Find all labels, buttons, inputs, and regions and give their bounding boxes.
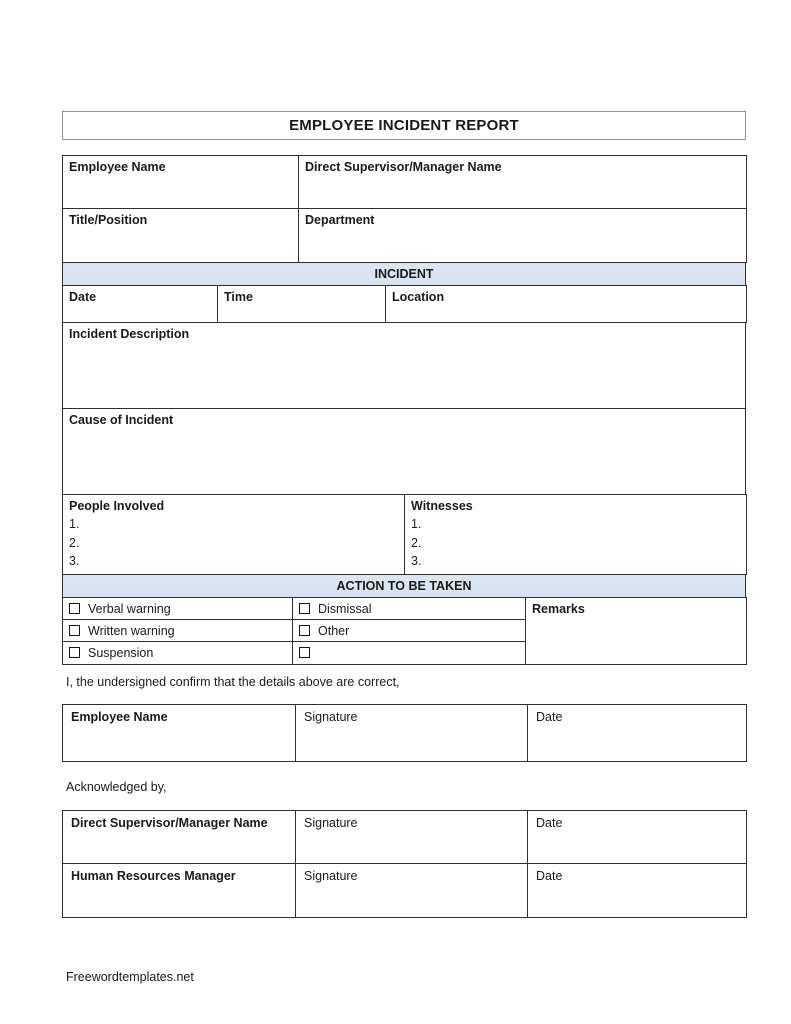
option-label: Other xyxy=(318,623,350,638)
option-other[interactable] xyxy=(293,619,526,641)
incident-section-title: INCIDENT xyxy=(63,263,746,286)
table-row xyxy=(63,705,747,762)
date-label: Date xyxy=(536,816,563,830)
option-label: Verbal warning xyxy=(88,601,171,616)
checkbox-icon[interactable] xyxy=(299,625,310,636)
date-label: Date xyxy=(536,710,563,724)
employee-name-cell[interactable] xyxy=(63,156,299,209)
option-label: Suspension xyxy=(88,645,154,660)
list-item[interactable]: 3. xyxy=(411,554,422,568)
checkbox-icon[interactable] xyxy=(69,647,80,658)
incident-when-where-table xyxy=(62,285,747,323)
checkbox-icon[interactable] xyxy=(69,625,80,636)
acknowledgement-table xyxy=(62,810,747,918)
cause-of-incident-cell[interactable] xyxy=(63,409,746,495)
signature-label: Signature xyxy=(304,816,358,830)
signature-cell[interactable] xyxy=(296,811,528,864)
action-options-table xyxy=(62,597,747,665)
action-section-title: ACTION TO BE TAKEN xyxy=(63,574,746,597)
supervisor-name-label: Direct Supervisor/Manager Name xyxy=(305,160,502,174)
date-cell[interactable] xyxy=(63,286,218,323)
list-item[interactable]: 3. xyxy=(69,554,80,568)
employee-signature-table xyxy=(62,704,747,762)
cause-of-incident-table xyxy=(62,408,746,495)
signature-label: Signature xyxy=(304,869,358,883)
witnesses-label: Witnesses xyxy=(411,499,473,513)
table-row xyxy=(63,209,747,263)
checkbox-icon[interactable] xyxy=(299,647,310,658)
title-box xyxy=(62,111,746,140)
cause-of-incident-label: Cause of Incident xyxy=(69,413,174,427)
table-row xyxy=(63,495,747,575)
employee-name-sign-cell[interactable] xyxy=(63,705,296,762)
list-item[interactable]: 1. xyxy=(69,517,80,531)
location-label: Location xyxy=(392,290,445,304)
option-dismissal[interactable] xyxy=(293,597,526,619)
supervisor-name-cell[interactable] xyxy=(299,156,747,209)
date-label: Date xyxy=(536,869,563,883)
remarks-label: Remarks xyxy=(532,601,585,616)
table-row xyxy=(63,574,746,597)
action-section-bar xyxy=(62,574,746,598)
table-row xyxy=(63,286,747,323)
incident-description-cell[interactable] xyxy=(63,323,746,409)
signature-label: Signature xyxy=(304,710,358,724)
remarks-cell[interactable] xyxy=(526,597,747,664)
hr-manager-sign-cell[interactable] xyxy=(63,864,296,918)
signature-cell[interactable] xyxy=(296,864,528,918)
option-verbal-warning[interactable] xyxy=(63,597,293,619)
table-row xyxy=(63,323,746,409)
time-label: Time xyxy=(224,290,253,304)
footer-site-name: Freewordtemplates.net xyxy=(66,970,194,984)
department-cell[interactable] xyxy=(299,209,747,263)
incident-report-form xyxy=(62,155,746,665)
option-label: Dismissal xyxy=(318,601,372,616)
date-cell[interactable] xyxy=(528,705,747,762)
checkbox-icon[interactable] xyxy=(299,603,310,614)
list-item[interactable]: 1. xyxy=(411,517,422,531)
option-suspension[interactable] xyxy=(63,641,293,664)
table-row xyxy=(63,597,747,619)
checkbox-icon[interactable] xyxy=(69,603,80,614)
witnesses-cell[interactable] xyxy=(405,495,747,575)
people-involved-label: People Involved xyxy=(69,499,165,513)
option-blank[interactable] xyxy=(293,641,526,664)
date-cell[interactable] xyxy=(528,811,747,864)
option-written-warning[interactable] xyxy=(63,619,293,641)
list-item[interactable]: 2. xyxy=(69,535,80,550)
table-row xyxy=(63,864,747,918)
incident-description-label: Incident Description xyxy=(69,327,190,341)
employee-info-table xyxy=(62,155,747,263)
table-row xyxy=(63,409,746,495)
date-label: Date xyxy=(69,290,97,304)
table-row xyxy=(63,811,747,864)
table-row xyxy=(63,156,747,209)
table-row xyxy=(63,263,746,286)
location-cell[interactable] xyxy=(386,286,747,323)
people-involved-cell[interactable] xyxy=(63,495,405,575)
confirmation-statement: I, the undersigned confirm that the details above are correct, xyxy=(66,675,400,689)
date-cell[interactable] xyxy=(528,864,747,918)
option-label: Written warning xyxy=(88,623,175,638)
title-position-label: Title/Position xyxy=(69,213,148,227)
acknowledged-by-lead-in: Acknowledged by, xyxy=(66,780,167,794)
hr-manager-label: Human Resources Manager xyxy=(71,869,236,883)
department-label: Department xyxy=(305,213,375,227)
time-cell[interactable] xyxy=(218,286,386,323)
supervisor-name-label: Direct Supervisor/Manager Name xyxy=(71,816,268,830)
page-title: EMPLOYEE INCIDENT REPORT xyxy=(289,117,519,134)
incident-section-bar xyxy=(62,262,746,286)
employee-name-label: Employee Name xyxy=(69,160,166,174)
signature-cell[interactable] xyxy=(296,705,528,762)
people-witnesses-table xyxy=(62,494,747,575)
employee-name-label: Employee Name xyxy=(71,710,168,724)
list-item[interactable]: 2. xyxy=(411,535,422,550)
incident-description-table xyxy=(62,322,746,409)
supervisor-name-sign-cell[interactable] xyxy=(63,811,296,864)
title-position-cell[interactable] xyxy=(63,209,299,263)
